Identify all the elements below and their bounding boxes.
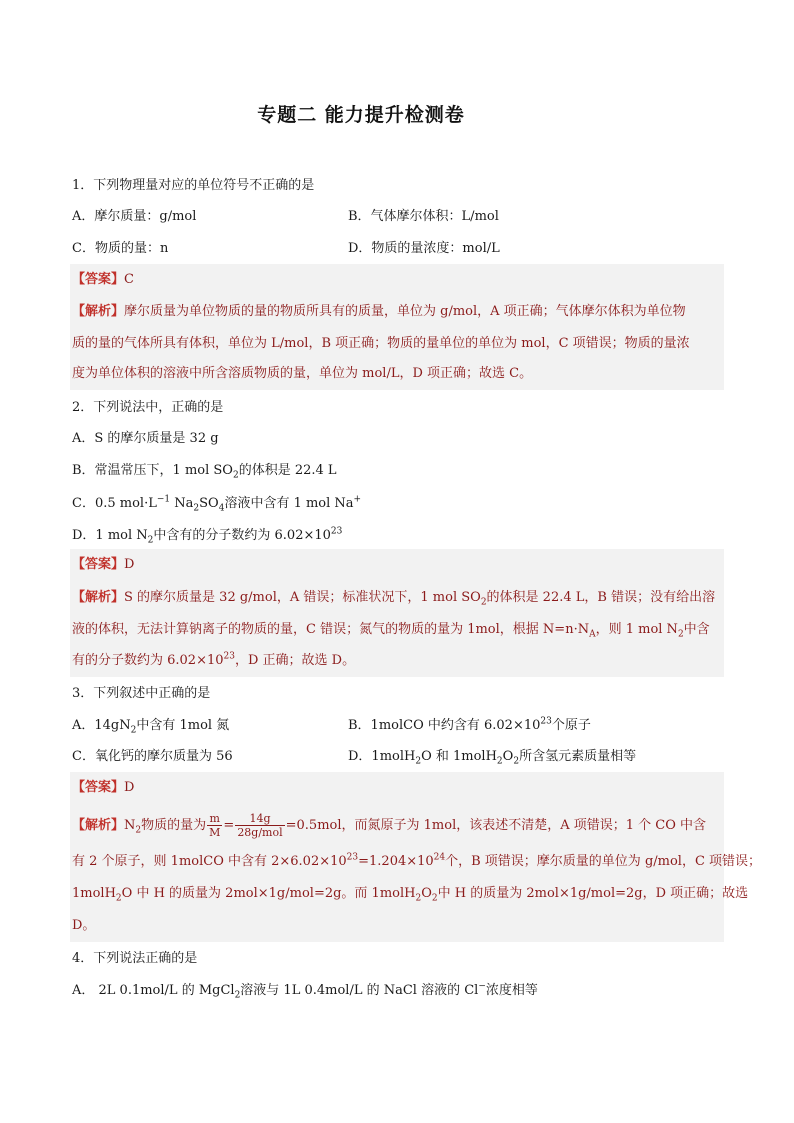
superscript: 23 bbox=[330, 526, 343, 537]
text: =1.204×10 bbox=[358, 854, 434, 869]
q2-option-c bbox=[72, 489, 724, 519]
denominator: M bbox=[209, 826, 221, 839]
q1-explanation-line bbox=[72, 296, 724, 328]
text: 中 H 的质量为 2mol×1g/mol=2g，D 项正确；故选 bbox=[437, 886, 749, 901]
text: ，D 正确；故选 D。 bbox=[234, 653, 356, 668]
subscript: 2 bbox=[415, 893, 422, 904]
q3-options-row1 bbox=[72, 711, 724, 741]
text: 有 2 个原子，则 1molCO 中含有 2×6.02×10 bbox=[72, 854, 347, 869]
subscript: 2 bbox=[431, 893, 438, 904]
text: B．常温常压下，1 mol SO bbox=[72, 463, 233, 478]
text: 液的体积，无法计算钠离子的物质的量，C 错误；氮气的物质的量为 1mol，根据 N=n·N bbox=[72, 622, 590, 637]
text: D．1molH bbox=[348, 749, 416, 764]
q3-explanation-line bbox=[72, 846, 762, 878]
q3-option-c: C．氧化钙的摩尔质量为 56 bbox=[72, 749, 233, 764]
text: B．1molCO 中约含有 6.02×10 bbox=[348, 718, 541, 733]
text: 个原子 bbox=[551, 718, 591, 733]
answer-value: D bbox=[124, 780, 135, 795]
q1-option-a: A．摩尔质量：g/mol bbox=[72, 209, 197, 224]
q1-explanation-line: 度为单位体积的溶液中所含溶质物质的量，单位为 mol/L，D 项正确；故选 C。 bbox=[72, 366, 533, 381]
subscript: 2 bbox=[130, 725, 137, 736]
superscript: 23 bbox=[346, 852, 359, 863]
subscript: 2 bbox=[193, 503, 200, 514]
q3-answer-block bbox=[70, 772, 762, 942]
q1-answer bbox=[72, 264, 724, 296]
superscript: −1 bbox=[156, 494, 171, 505]
subscript: 2 bbox=[513, 756, 520, 767]
text: O bbox=[502, 749, 514, 764]
explanation-tag: 【解析】 bbox=[72, 590, 125, 605]
answer-value: D bbox=[124, 557, 135, 572]
q3-options-row2 bbox=[72, 742, 724, 772]
answer-tag: 【答案】 bbox=[72, 557, 125, 572]
q1-option-b: B．气体摩尔体积：L/mol bbox=[348, 209, 499, 224]
text: O 和 1molH bbox=[421, 749, 497, 764]
subscript: 2 bbox=[677, 629, 684, 640]
numerator: 14g bbox=[235, 812, 284, 826]
text: C．0.5 mol·L bbox=[72, 496, 157, 511]
q2-explanation-line bbox=[72, 582, 724, 614]
text: 溶液与 1L 0.4mol/L 的 NaCl 溶液的 Cl bbox=[240, 983, 479, 998]
text: 浓度相等 bbox=[485, 983, 538, 998]
text: 的体积是 22.4 L bbox=[238, 463, 337, 478]
q2-option-b bbox=[72, 456, 724, 486]
text: ，则 1 mol N bbox=[595, 622, 678, 637]
fraction bbox=[207, 812, 222, 839]
q4-stem: 4．下列说法正确的是 bbox=[72, 951, 198, 966]
q1-stem: 1．下列物理量对应的单位符号不正确的是 bbox=[72, 178, 315, 193]
q3-answer bbox=[72, 772, 724, 804]
q3-stem: 3．下列叙述中正确的是 bbox=[72, 686, 211, 701]
subscript: 2 bbox=[480, 597, 487, 608]
q2-explanation-line bbox=[72, 614, 724, 646]
fraction bbox=[235, 812, 284, 839]
subscript: 2 bbox=[415, 756, 422, 767]
text: S 的摩尔质量是 32 g/mol，A 错误；标准状况下，1 mol SO bbox=[124, 590, 481, 605]
subscript: 2 bbox=[115, 893, 122, 904]
q1-answer-block bbox=[70, 264, 724, 390]
text: 中含有的分子数约为 6.02×10 bbox=[153, 528, 331, 543]
q1-option-d: D．物质的量浓度：mol/L bbox=[348, 241, 500, 256]
q3-option-a bbox=[72, 718, 230, 736]
q1-option-c: C．物质的量：n bbox=[72, 241, 169, 256]
q2-answer-block bbox=[70, 549, 724, 677]
answer-value: C bbox=[124, 272, 134, 287]
text: 中含有 1mol 氮 bbox=[136, 718, 230, 733]
subscript: 2 bbox=[147, 535, 154, 546]
text: 个，B 项错误；摩尔质量的单位为 g/mol，C 项错误； bbox=[445, 854, 762, 869]
subscript: 4 bbox=[218, 503, 225, 514]
text: 物质的量为 bbox=[141, 818, 207, 833]
text: A． 2L 0.1mol/L 的 MgCl bbox=[72, 983, 235, 998]
q2-option-a: A．S 的摩尔质量是 32 g bbox=[72, 431, 219, 446]
text: D．1 mol N bbox=[72, 528, 148, 543]
superscript: 24 bbox=[433, 852, 446, 863]
q3-explanation-line bbox=[72, 878, 749, 910]
q2-answer bbox=[72, 549, 724, 581]
numerator: m bbox=[207, 812, 222, 826]
q2-option-d bbox=[72, 521, 724, 551]
denominator: 28g/mol bbox=[237, 826, 283, 839]
q1-options-row1 bbox=[72, 202, 724, 232]
explanation-tag: 【解析】 bbox=[72, 818, 125, 833]
subscript: 2 bbox=[496, 756, 503, 767]
q1-explanation-line: 质的量的气体所具有体积，单位为 L/mol，B 项正确；物质的量单位的单位为 mol，C 项错误；物质的量浓 bbox=[72, 336, 690, 351]
text: N bbox=[124, 818, 136, 833]
explanation-text: 摩尔质量为单位物质的量的物质所具有的质量，单位为 g/mol，A 项正确；气体摩尔体积为单位物 bbox=[124, 304, 686, 319]
text: 的体积是 22.4 L，B 错误；没有给出溶 bbox=[486, 590, 716, 605]
text: 中含 bbox=[683, 622, 710, 637]
subscript: A bbox=[589, 629, 596, 640]
superscript: + bbox=[353, 494, 362, 505]
text: Na bbox=[170, 496, 194, 511]
superscript: − bbox=[478, 981, 486, 992]
text: O 中 H 的质量为 2mol×1g/mol=2g。而 1molH bbox=[121, 886, 416, 901]
text: 有的分子数约为 6.02×10 bbox=[72, 653, 224, 668]
subscript: 2 bbox=[232, 470, 239, 481]
q2-explanation-line bbox=[72, 645, 724, 677]
explanation-tag: 【解析】 bbox=[72, 304, 125, 319]
text: 溶液中含有 1 mol Na bbox=[224, 496, 354, 511]
page-title: 专题二 能力提升检测卷 bbox=[257, 104, 465, 126]
q3-option-b bbox=[348, 711, 591, 741]
subscript: 2 bbox=[234, 990, 241, 1001]
q3-explanation-line: 【解析】$N_2$物质的量为 $\frac{m}{M}$ = $\frac{14g}{\text{28g/mol}}$ =0.5mol，而氮原子为 1mol，该表述不清楚，A 项错误；1 个 CO 中含 bbox=[72, 812, 707, 839]
text: =0.5mol，而氮原子为 1mol，该表述不清楚，A 项错误；1 个 CO 中含 bbox=[285, 818, 707, 833]
q1-options-row2 bbox=[72, 234, 724, 264]
q3-option-d bbox=[348, 742, 636, 772]
q2-stem: 2．下列说法中，正确的是 bbox=[72, 400, 224, 415]
subscript: 2 bbox=[135, 825, 142, 836]
q4-option-a bbox=[72, 976, 724, 1006]
q3-explanation-line: D。 bbox=[72, 918, 96, 933]
text: O bbox=[421, 886, 432, 901]
text: 1molH bbox=[72, 886, 116, 901]
text: 所含氢元素质量相等 bbox=[519, 749, 637, 764]
superscript: 23 bbox=[223, 651, 235, 662]
superscript: 23 bbox=[540, 716, 552, 727]
text: A．14gN bbox=[72, 718, 131, 733]
answer-tag: 【答案】 bbox=[72, 272, 125, 287]
text: SO bbox=[199, 496, 219, 511]
answer-tag: 【答案】 bbox=[72, 780, 125, 795]
